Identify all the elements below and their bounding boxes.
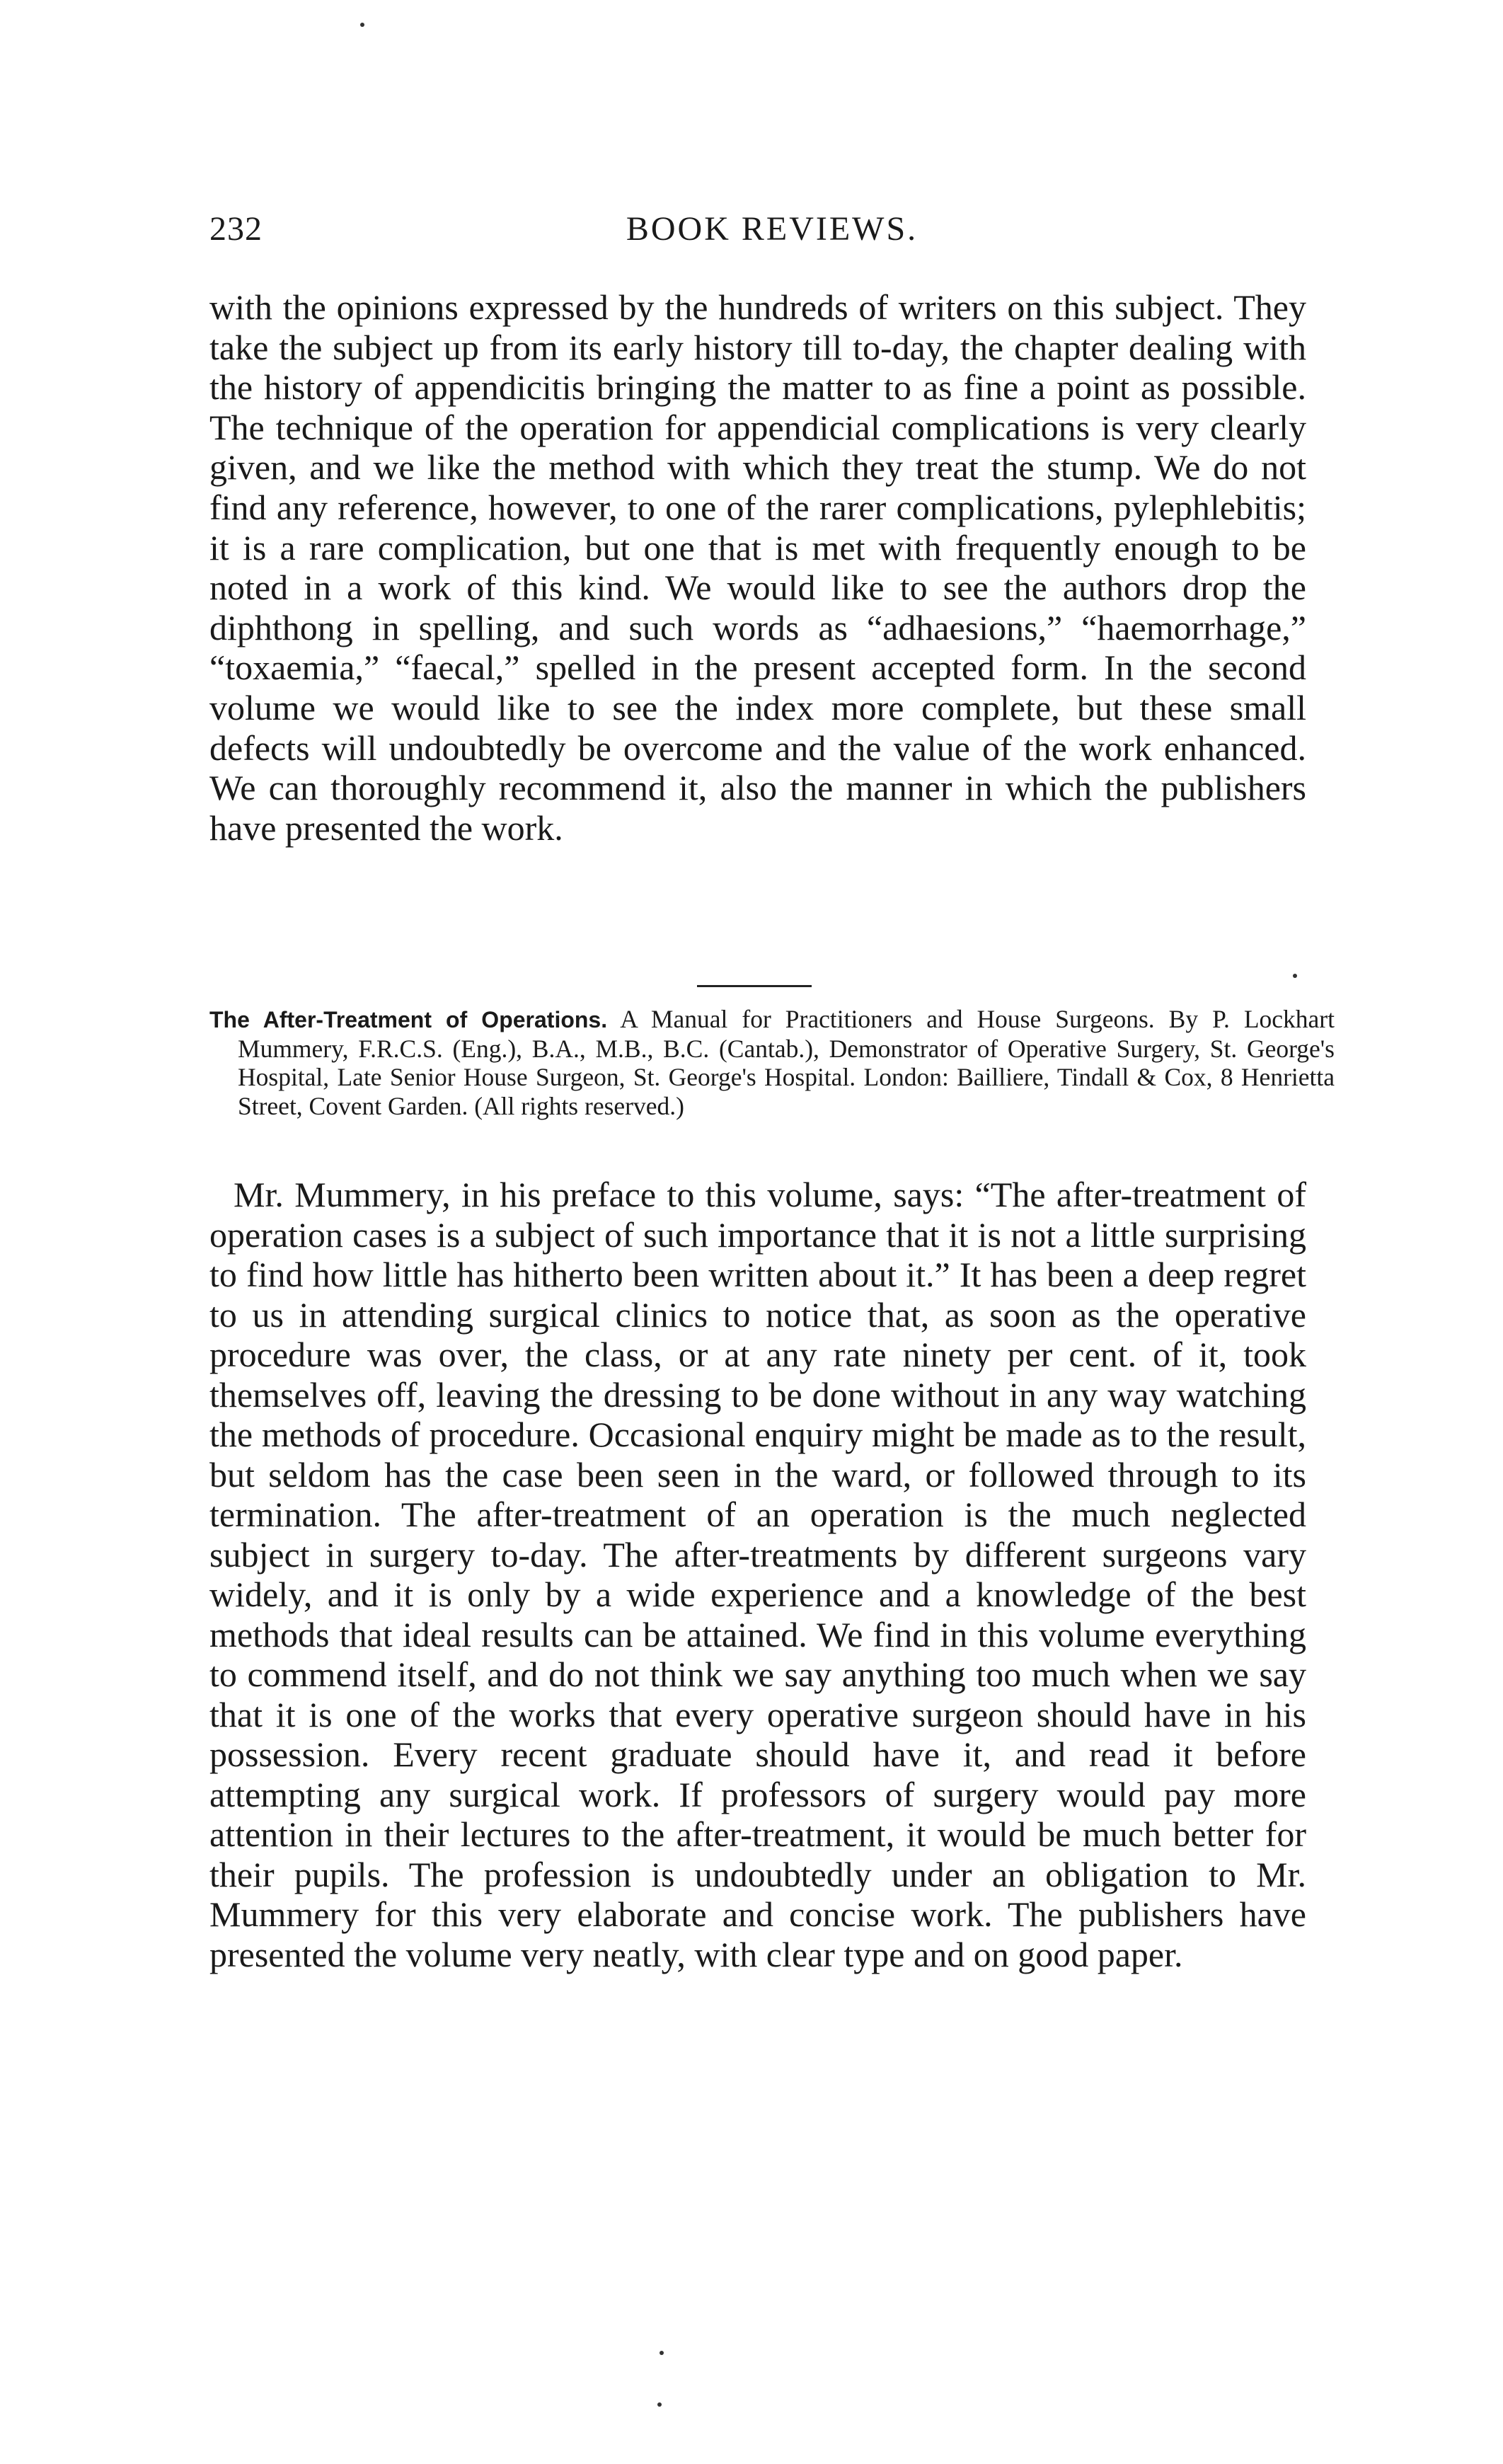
running-title: BOOK REVIEWS.: [626, 210, 918, 248]
running-head: [209, 209, 1306, 259]
continued-paragraph: with the opinions expressed by the hundreds of writers on this subject. They take the subject up from its early history till to-day, the chapter dealing with the history of appendicitis bringing the matter to as fine a point as possible. The technique of the operation for appendicial complications is very clearly given, and we like the method with which they treat the stump. We do not find any reference, however, to one of the rarer complications, pylephlebitis; it is a rare complication, but one that is met with frequently enough to be noted in a work of this kind. We would like to see the authors drop the diphthong in spelling, and such words as “adhaesions,” “haemorrhage,” “toxaemia,” “faecal,” spelled in the present accepted form. In the second volume we would like to see the index more complete, but these small defects will undoubtedly be overcome and the value of the work enhanced. We can thoroughly recommend it, also the manner in which the publishers have presented the work.: [209, 287, 1306, 848]
speck-mark: [660, 2351, 664, 2355]
review-paragraph: Mr. Mummery, in his preface to this volume, says: “The after-treatment of operation cases is a subject of such importance that it is not a little surprising to find how little has hitherto been written about it.” It has been a deep regret to us in attending surgical clinics to notice that, as soon as the operative procedure was over, the class, or at any rate ninety per cent. of it, took themselves off, leaving the dressing to be done without in any way watching the methods of procedure. Occasional enquiry might be made as to the result, but seldom has the case been seen in the ward, or followed through to its termination. The after-treatment of an operation is the much neglected subject in surgery to-day. The after-treatments by different surgeons vary widely, and it is only by a wide experience and a knowledge of the best methods that ideal results can be attained. We find in this volume everything to commend itself, and do not think we say anything too much when we say that it is one of the works that every operative surgeon should have in his possession. Every recent graduate should have it, and read it before attempting any surgical work. If professors of surgery would pay more attention in their lectures to the after-treatment, it would be much better for their pupils. The profession is undoubtedly under an obligation to Mr. Mummery for this very elaborate and concise work. The publishers have presented the volume very neatly, with clear type and on good paper.: [209, 1175, 1306, 1974]
speck-mark: [657, 2402, 662, 2407]
page-number: 232: [209, 210, 263, 248]
speck-mark: [1293, 974, 1297, 978]
review-citation-title: The After-Treatment of Operations.: [209, 1007, 608, 1032]
review-citation-details: A Manual for Practitioners and House Surgeons. By P. Lockhart Mummery, F.R.C.S. (Eng.), B.A., M.B., B.C. (Cantab.), Demonstrator of Operative Surgery, St. George's Hospital, Late Senior House Surgeon, St. George's Hospital. London: Bailliere, Tindall & Cox, 8 Henrietta Street, Covent Garden. (All rights reserved.): [238, 1005, 1335, 1120]
section-divider: [697, 985, 812, 987]
review-citation: [209, 1005, 1335, 1120]
speck-mark: [360, 23, 364, 27]
